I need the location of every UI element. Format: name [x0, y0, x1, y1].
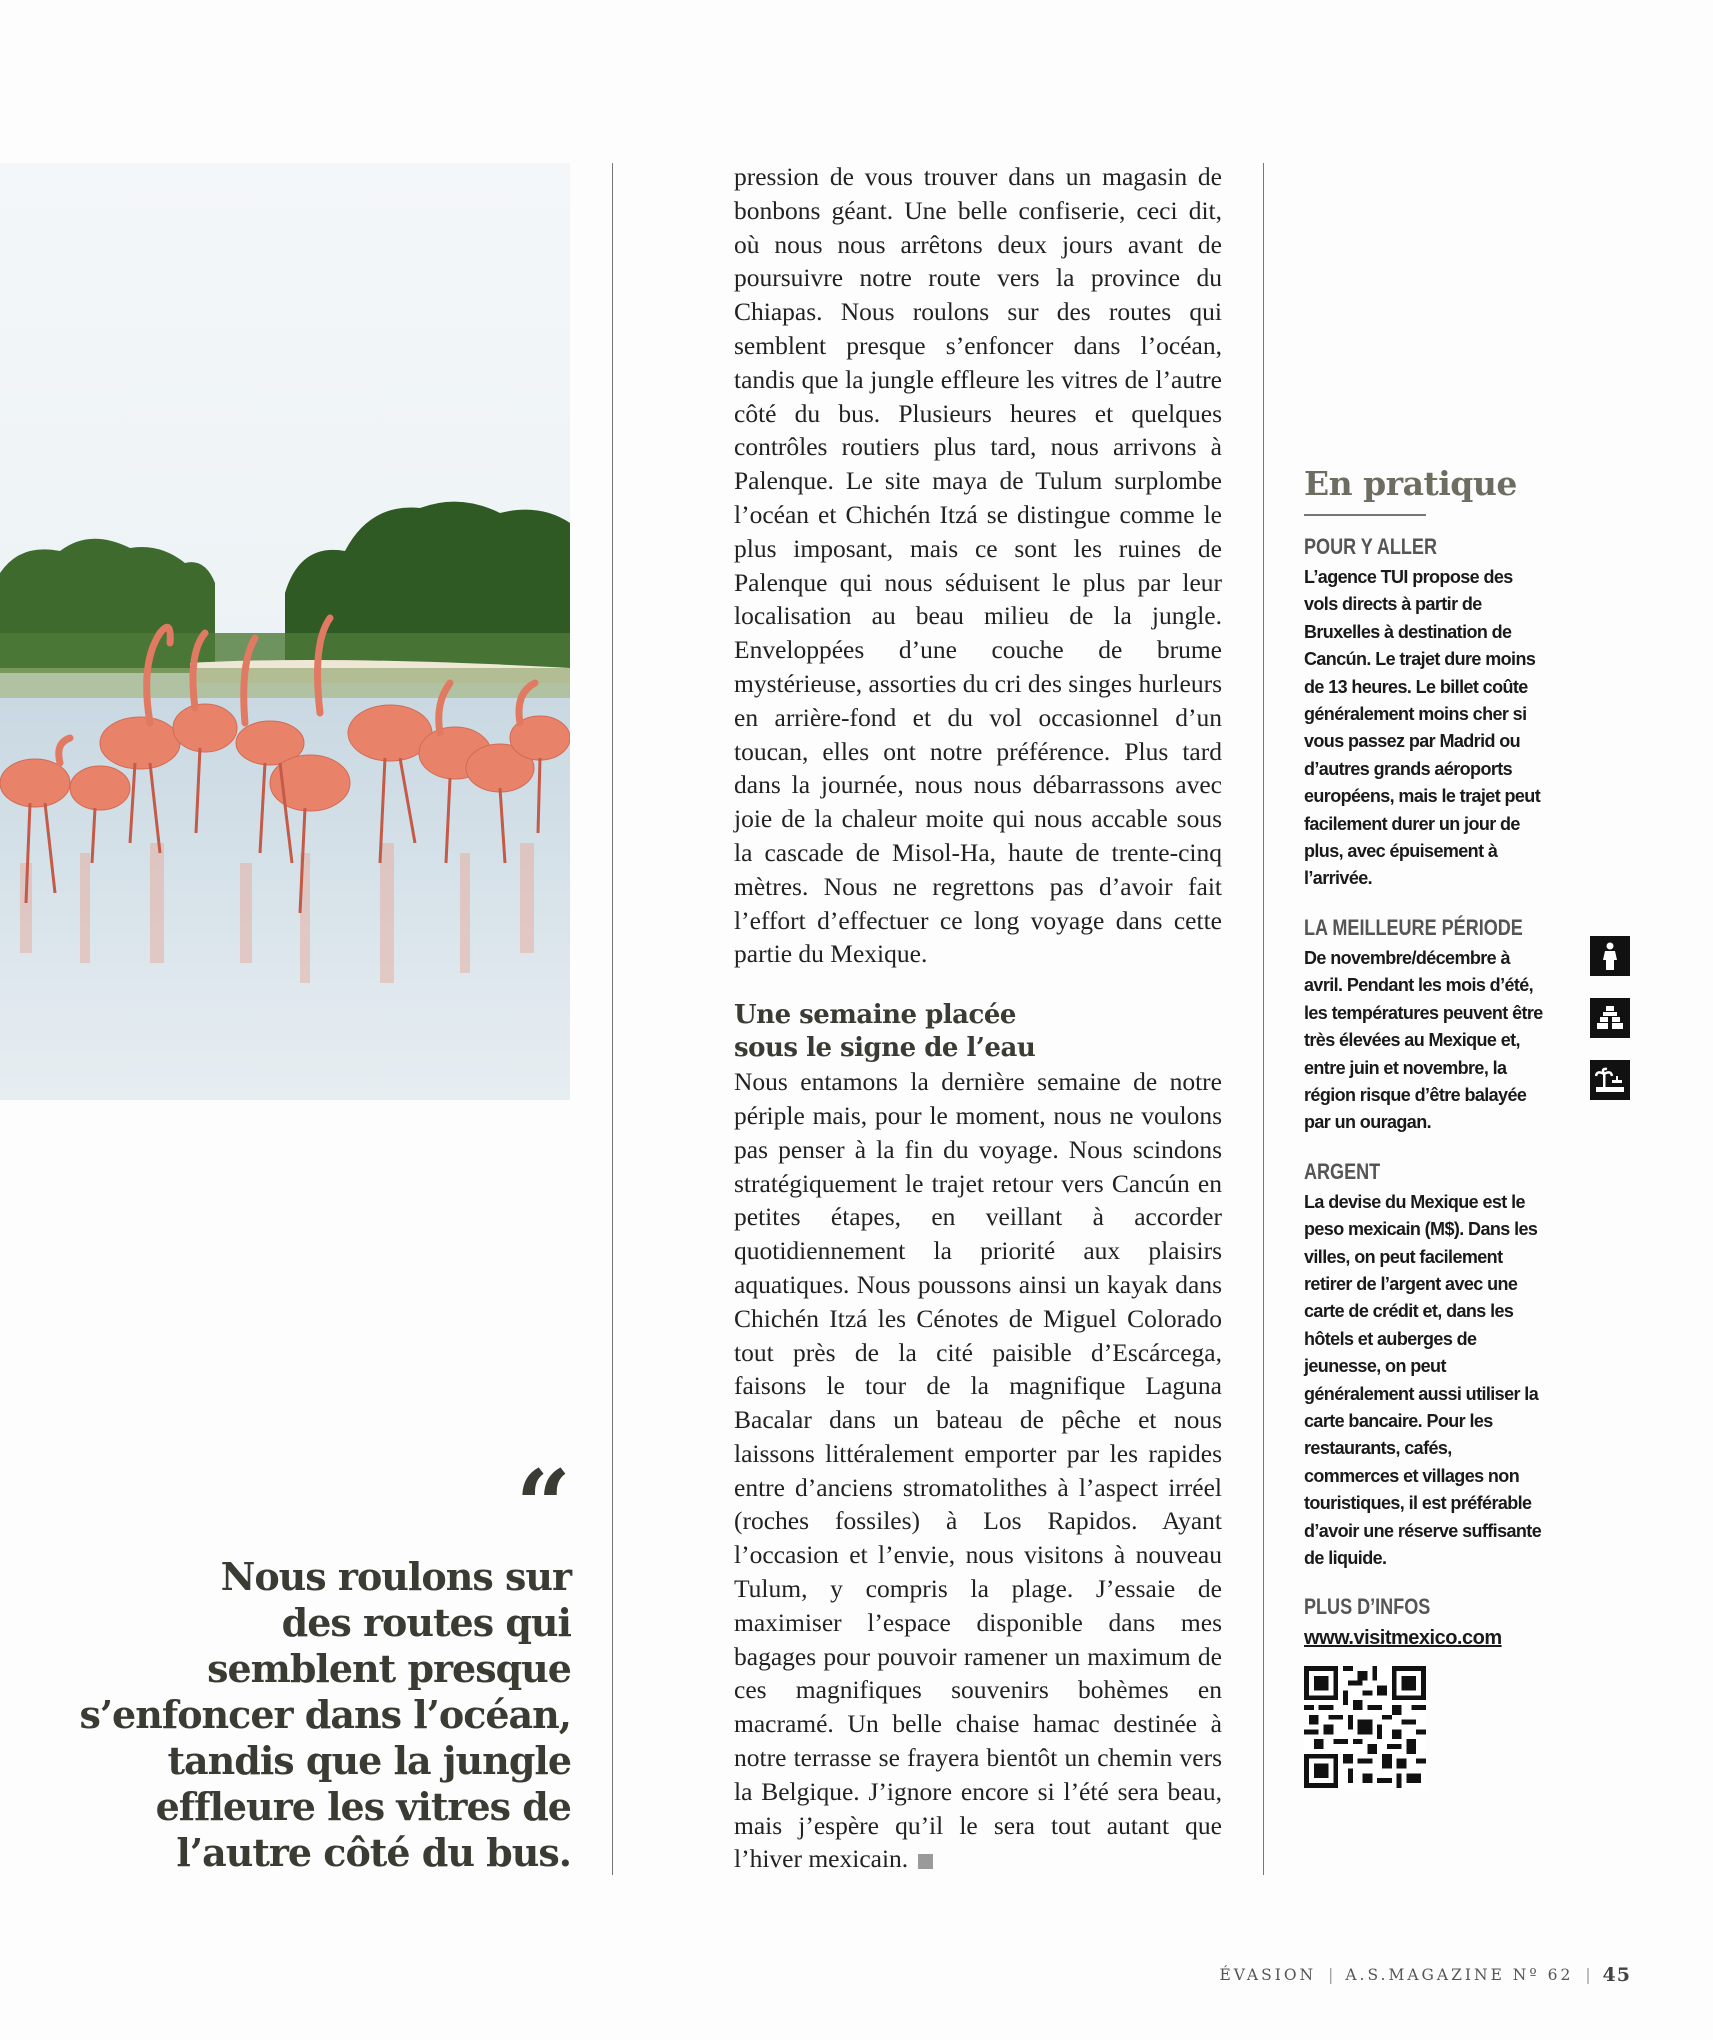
sidebar-heading-money: ARGENT: [1304, 1158, 1381, 1184]
column-divider: [612, 163, 613, 1875]
article-subheading: [734, 999, 1222, 1065]
sidebar-title-rule: [1304, 514, 1426, 516]
traveler-icon: [1590, 936, 1630, 976]
article-body: [734, 160, 1222, 971]
sidebar-title: En pratique: [1304, 464, 1517, 503]
footer-section: ÉVASION: [1219, 1966, 1317, 1984]
sidebar-heading-more-info: PLUS D’INFOS: [1304, 1594, 1431, 1620]
subheading-line: Une semaine placée: [734, 1000, 1016, 1031]
article-body: [734, 1065, 1222, 1876]
sidebar-text-period: De novembre/décembre à avril. Pendant les mois d’été, les températures peuvent être très élevées au Mexique et, entre juin et novembre, la région risque d’être balayée par un ouragan.: [1304, 947, 1543, 1133]
pull-quote-line: semblent presque: [207, 1646, 571, 1691]
flamingo-photo: [0, 163, 570, 1100]
pyramid-icon: [1590, 998, 1630, 1038]
visitmexico-link[interactable]: www.visitmexico.com: [1304, 1627, 1502, 1650]
sidebar-text-travel: L’agence TUI propose des vols directs à partir de Bruxelles à destination de Cancún. Le trajet dure moins de 13 heures. Le billet coûte généralement moins cher si vous passez par Madrid ou d’autres grands aéroports européens, mais le trajet peut facilement durer un jour de plus, avec épuisement à l’arrivée.: [1304, 567, 1541, 889]
pull-quote-line: tandis que la jungle: [167, 1738, 571, 1783]
pull-quote-line: s’enfoncer dans l’océan,: [79, 1692, 571, 1737]
pull-quote-line: des routes qui: [281, 1600, 571, 1645]
footer-separator: |: [1585, 1966, 1591, 1984]
practical-info-sidebar: [1304, 458, 1549, 1788]
footer-separator: |: [1328, 1966, 1334, 1984]
palm-beach-icon: [1590, 1060, 1630, 1100]
pull-quote-line: effleure les vitres de: [155, 1784, 571, 1829]
pull-quote-line: Nous roulons sur: [220, 1554, 571, 1599]
pull-quote: [31, 1554, 571, 1876]
article-paragraph: Nous entamons la dernière semaine de notre périple mais, pour le moment, nous ne voulons pas penser à la fin du voyage. Nous scindons stratégiquement le trajet retour vers Cancún en petites étapes, en veillant à accorder quotidiennement la priorité aux plaisirs aquatiques. Nous poussons ainsi un kayak dans Chichén Itzá les Cénotes de Miguel Colorado tout près de la cité paisible d’Escárcega, faisons le tour de la magnifique Laguna Bacalar dans un bateau de pêche et nous laissons littéralement emporter par les rapides entre d’anciens stromatolithes à l’aspect irréel (roches fossiles) à Los Rapidos. Ayant l’occasion et l’envie, nous visitons à nouveau Tulum, y compris la plage. J’essaie de maximiser l’espace disponible dans mes bagages pour pouvoir ramener un maximum de ces magnifiques souvenirs bohèmes en macramé. Un belle chaise hamac destinée à notre terrasse se frayera bientôt un chemin vers la Belgique. J’ignore encore si l’été sera beau, mais j’espère qu’il le sera tout autant que l’hiver mexicain.: [734, 1067, 1222, 1874]
qr-code[interactable]: [1304, 1666, 1426, 1788]
footer-magazine: A.S.MAGAZINE Nº 62: [1345, 1966, 1574, 1984]
article-column: [734, 160, 1222, 1876]
subheading-line: sous le signe de l’eau: [734, 1033, 1036, 1064]
page-footer: [1219, 1964, 1631, 1986]
sidebar-heading-period: LA MEILLEURE PÉRIODE: [1304, 914, 1523, 940]
quote-mark-icon: “: [515, 1458, 571, 1518]
sidebar-heading-travel: POUR Y ALLER: [1304, 534, 1437, 559]
pull-quote-line: l’autre côté du bus.: [176, 1830, 571, 1875]
end-mark-icon: [918, 1854, 933, 1869]
article-paragraph: pression de vous trouver dans un magasin de bonbons géant. Une belle confiserie, ceci dit, où nous nous arrêtons deux jours avant de poursuivre notre route vers la province du Chiapas. Nous roulons sur des routes qui semblent presque s’enfoncer dans l’océan, tandis que la jungle effleure les vitres de l’autre côté du bus. Plusieurs heures et quelques contrôles routiers plus tard, nous arrivons à Palenque. Le site maya de Tulum surplombe l’océan et Chichén Itzá se distingue comme le plus imposant, mais ce sont les ruines de Palenque qui nous séduisent le plus par leur localisation au beau milieu de la jungle. Enveloppées d’une couche de brume mystérieuse, assorties du cri des singes hurleurs en arrière-fond et du vol occasionnel d’un toucan, elles ont notre préférence. Plus tard dans la journée, nous nous débarrassons avec joie de la chaleur moite qui nous accable sous la cascade de Misol-Ha, haute de trente-cinq mètres. Nous ne regrettons pas d’avoir fait l’effort d’effectuer ce long voyage dans cette partie du Mexique.: [734, 162, 1222, 969]
sidebar-text-money: La devise du Mexique est le peso mexicain (M$). Dans les villes, on peut facilement retirer de l’argent avec une carte de crédit et, dans les hôtels et auberges de jeunesse, on peut généralement aussi utiliser la carte bancaire. Pour les restaurants, cafés, commerces et villages non touristiques, il est préférable d’avoir une réserve suffisante de liquide.: [1304, 1191, 1542, 1568]
column-divider: [1263, 163, 1264, 1875]
page-number: 45: [1602, 1964, 1631, 1986]
